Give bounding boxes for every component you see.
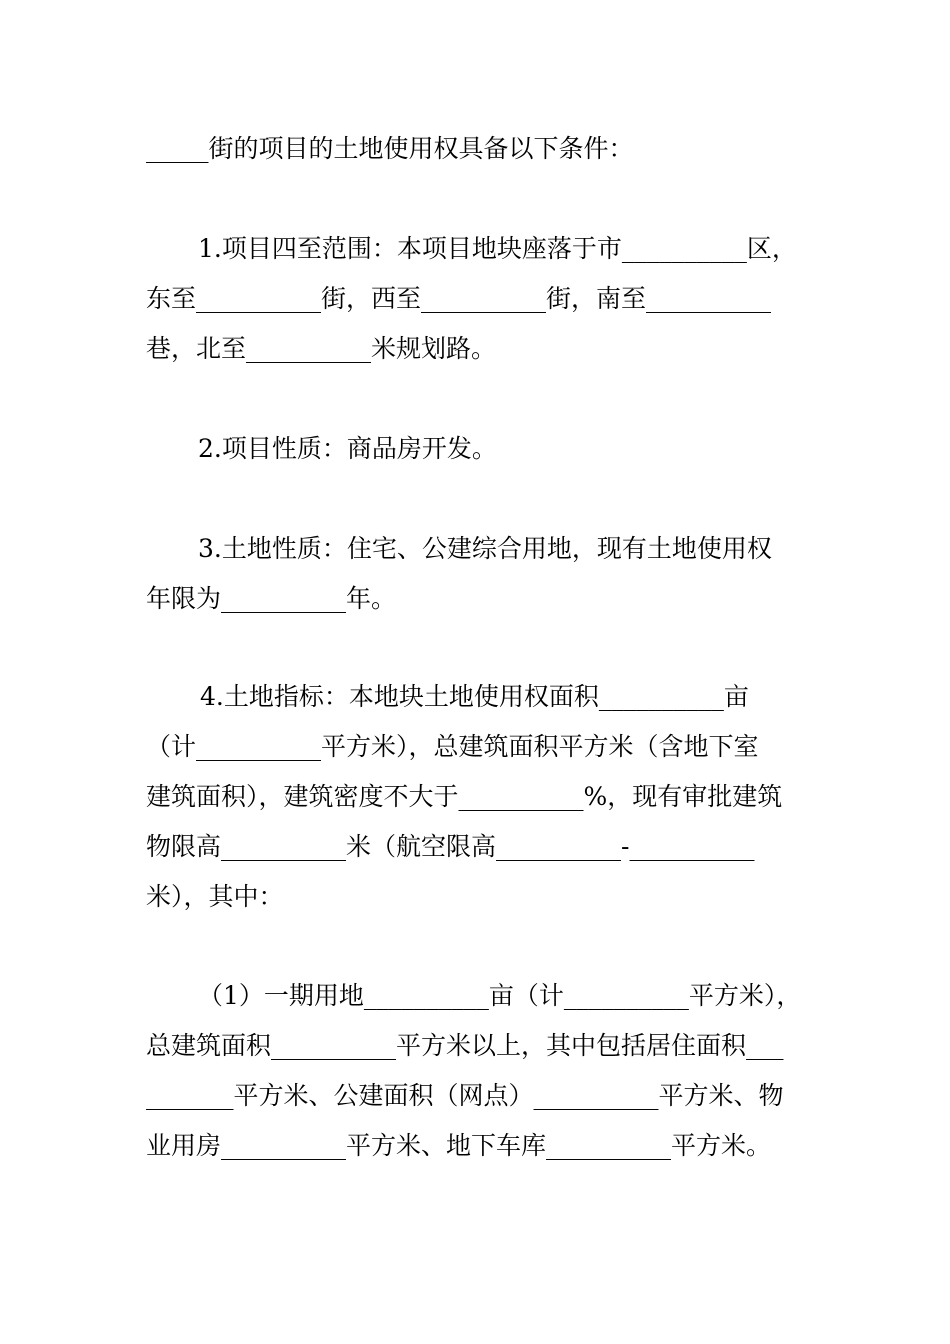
item-4-line-5: 米），其中： (146, 882, 284, 911)
item-3-line-2: 年限为__________年。 (146, 584, 397, 613)
item-4-line-2: （计__________平方米），总建筑面积平方米（含地下室 (146, 732, 759, 761)
subitem-1-line-4: 业用房__________平方米、地下车库__________平方米。 (146, 1131, 772, 1160)
item-4-line-1: 4.土地指标：本地块土地使用权面积__________亩 (200, 682, 749, 711)
item-4-line-4: 物限高__________米（航空限高__________-__________ (146, 832, 755, 861)
item-3-line-1: 3.土地性质：住宅、公建综合用地，现有土地使用权 (198, 534, 772, 563)
intro-line: _____街的项目的土地使用权具备以下条件： (146, 134, 634, 163)
item-1-line-1: 1.项目四至范围：本项目地块座落于市__________区， (198, 234, 797, 263)
item-1-line-2: 东至__________街，西至__________街，南至__________ (146, 284, 772, 313)
subitem-1-line-3: _______平方米、公建面积（网点）__________平方米、物 (146, 1081, 784, 1110)
subitem-1-line-1: （1）一期用地__________亩（计__________平方米）， (198, 981, 802, 1010)
item-1-line-3: 巷，北至__________米规划路。 (146, 334, 497, 363)
item-4-line-3: 建筑面积），建筑密度不大于__________%，现有审批建筑 (146, 782, 783, 811)
item-2-line-1: 2.项目性质：商品房开发。 (198, 434, 497, 463)
subitem-1-line-2: 总建筑面积__________平方米以上，其中包括居住面积___ (146, 1031, 784, 1060)
